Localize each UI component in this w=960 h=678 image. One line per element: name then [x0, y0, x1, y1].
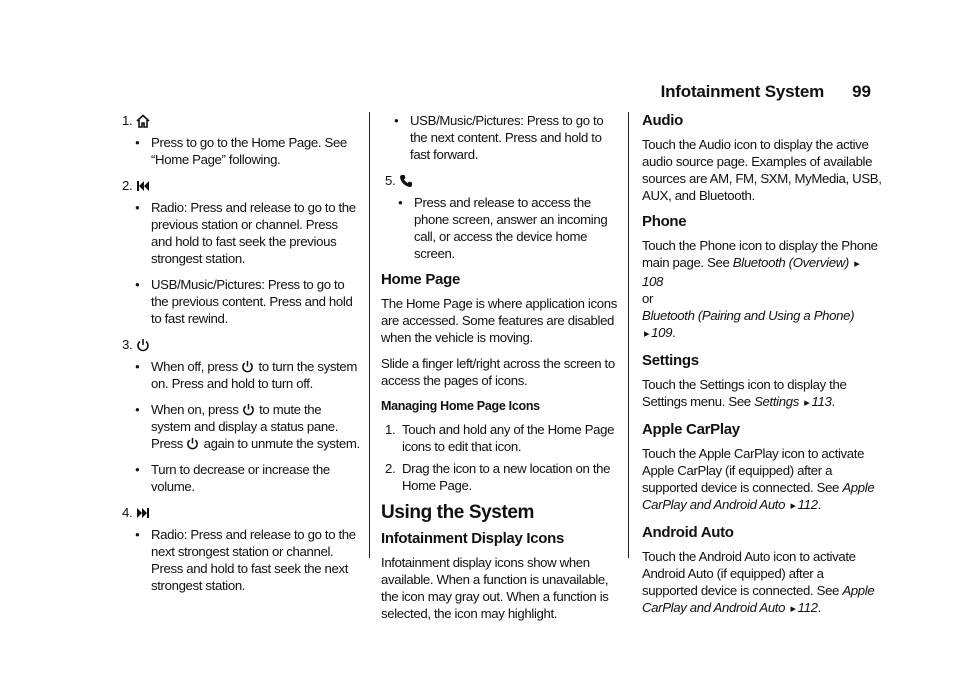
- managing-icons-heading: Managing Home Page Icons: [381, 399, 540, 413]
- item-number: 3.: [122, 337, 133, 352]
- item-number: 5.: [385, 173, 396, 188]
- paragraph: Infotainment display icons show when available. When a function is unavailable, the icon may gray out. When a function is selected, the icon may highlight.: [381, 555, 609, 621]
- settings-heading: Settings: [642, 352, 699, 369]
- list-item: ● USB/Music/Pictures: Press to go to the next content. Press and hold to fast forward.: [394, 112, 621, 163]
- page-ref-icon: ▸: [854, 258, 860, 270]
- page-ref[interactable]: 109: [651, 325, 673, 340]
- column-2: [381, 112, 621, 631]
- page-ref-icon: ▸: [804, 397, 810, 409]
- page-ref[interactable]: 112: [797, 497, 818, 512]
- list-item: 2. Drag the icon to a new location on the Home Page.: [385, 461, 611, 493]
- paragraph: Slide a finger left/right across the screen to access the pages of icons.: [381, 356, 615, 388]
- item-number: 2.: [122, 178, 133, 193]
- item-1-head: [122, 112, 362, 129]
- phone-heading: Phone: [642, 213, 687, 230]
- page-header: [0, 82, 960, 106]
- column-divider: [369, 112, 370, 558]
- paragraph: Touch the Settings icon to display the Settings menu. See Settings ▸ 113.: [642, 376, 882, 412]
- list-item: ● Turn to decrease or increase the volume.: [135, 461, 362, 495]
- column-divider: [628, 112, 629, 558]
- page-ref-icon: ▸: [790, 603, 796, 615]
- item-number: 1.: [122, 113, 133, 128]
- column-1: [122, 112, 362, 603]
- android-auto-heading: Android Auto: [642, 524, 734, 541]
- display-icons-heading: Infotainment Display Icons: [381, 530, 565, 547]
- paragraph: The Home Page is where application icons are accessed. Some features are disabled when the vehicle is moving.: [381, 296, 617, 345]
- home-page-heading: Home Page: [381, 271, 460, 288]
- page-ref[interactable]: 108: [642, 274, 663, 289]
- using-the-system-heading: Using the System: [381, 502, 535, 523]
- page-ref-icon: ▸: [644, 328, 650, 340]
- item-2-head: [122, 177, 362, 194]
- page-ref-icon: ▸: [790, 500, 796, 512]
- list-item: ● When off, press to turn the system on. Press and hold to turn off.: [135, 358, 362, 392]
- list-item: ● Press to go to the Home Page. See “Home Page” following.: [135, 134, 362, 168]
- paragraph: Touch the Apple CarPlay icon to activate Apple CarPlay (if equipped) after a supported device is connected. See Apple CarPlay and Android Auto ▸ 112.: [642, 445, 882, 515]
- item-4-head: [122, 504, 362, 521]
- seek-back-icon: [136, 179, 150, 193]
- list-item: ● Radio: Press and release to go to the next strongest station or channel. Press and hold to fast seek the next strongest station.: [135, 526, 362, 594]
- power-icon: [241, 360, 255, 374]
- page-ref[interactable]: 112: [797, 600, 818, 615]
- phone-icon: [399, 174, 413, 188]
- power-icon: [136, 338, 150, 352]
- list-item: 1. Touch and hold any of the Home Page icons to edit that icon.: [385, 422, 615, 454]
- power-icon: [186, 437, 200, 451]
- xref-link[interactable]: Bluetooth (Overview): [732, 255, 849, 270]
- xref-link[interactable]: Apple CarPlay and Android Auto: [642, 583, 875, 615]
- item-3-head: [122, 336, 362, 353]
- item-number: 4.: [122, 505, 133, 520]
- apple-carplay-heading: Apple CarPlay: [642, 421, 740, 438]
- column-3: [642, 112, 882, 627]
- xref-link[interactable]: Bluetooth (Pairing and Using a Phone): [642, 308, 855, 323]
- paragraph: Touch the Audio icon to display the active audio source page. Examples of available sources are AM, FM, SXM, MyMedia, USB, AUX, and Bluetooth.: [642, 137, 882, 203]
- list-item: ● USB/Music/Pictures: Press to go to the previous content. Press and hold to fast rewind.: [135, 276, 362, 327]
- paragraph: Touch the Android Auto icon to activate Android Auto (if equipped) after a supported device is connected. See Apple CarPlay and Android Auto ▸ 112.: [642, 548, 882, 618]
- list-item: ● When on, press to mute the system and display a status pane. Press again to unmute the system.: [135, 401, 362, 452]
- list-item: ● Press and release to access the phone screen, answer an incoming call, or access the device home screen.: [398, 194, 621, 262]
- page-ref[interactable]: 113: [811, 394, 832, 409]
- item-5-head: [385, 172, 621, 189]
- xref-link[interactable]: Apple CarPlay and Android Auto: [642, 480, 875, 512]
- paragraph: Touch the Phone icon to display the Phone main page. See Bluetooth (Overview) ▸108 or Bluetooth (Pairing and Using a Phone) ▸ 109.: [642, 237, 882, 343]
- page-number: 99: [852, 82, 871, 101]
- seek-forward-icon: [136, 506, 150, 520]
- section-title: Infotainment System: [660, 82, 824, 101]
- audio-heading: Audio: [642, 112, 683, 129]
- home-icon: [136, 114, 150, 128]
- xref-link[interactable]: Settings: [754, 394, 799, 409]
- power-icon: [242, 403, 256, 417]
- list-item: ● Radio: Press and release to go to the previous station or channel. Press and hold to fast seek the previous strongest station.: [135, 199, 362, 267]
